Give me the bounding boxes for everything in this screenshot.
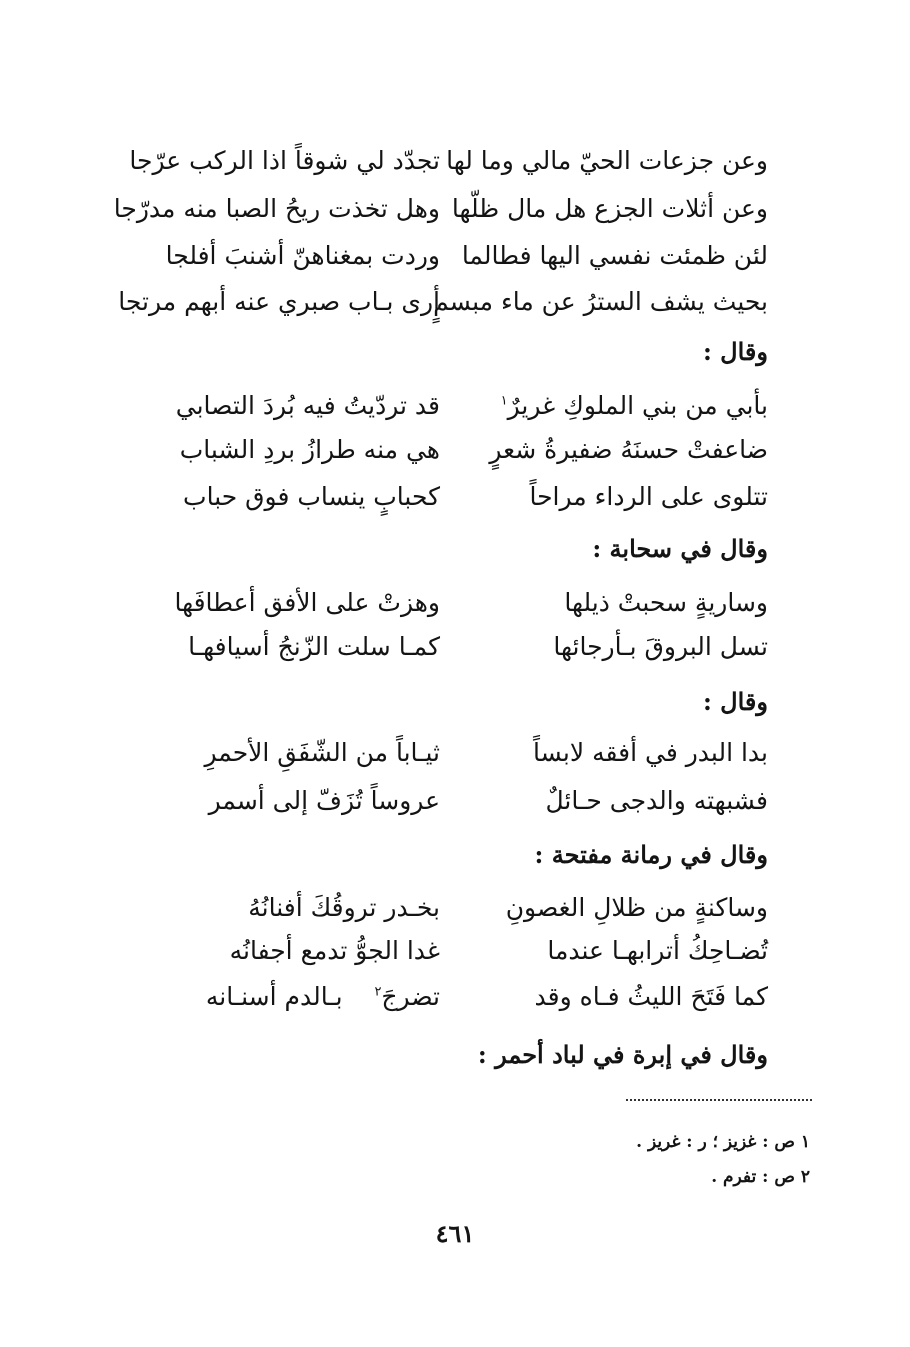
- verse-line: [0, 788, 910, 818]
- verse-line: [0, 740, 910, 770]
- verse-line: [0, 590, 910, 620]
- poem-heading: وقال في سحابة :: [592, 534, 768, 563]
- footnote: ٢ ص : تفرم .: [711, 1167, 810, 1187]
- verse-line: [0, 393, 910, 423]
- verse-line: [0, 634, 910, 664]
- verse-line: [0, 289, 910, 319]
- poem-heading: وقال :: [702, 337, 768, 366]
- verse-first-hemistich: وساكنةٍ من ظلالِ الغصونِ: [505, 893, 768, 922]
- poem-heading: وقال :: [702, 687, 768, 716]
- verse-second-hemistich: [130, 984, 440, 1009]
- verse-first-hemistich: ضاعفتْ حسنَهُ ضفيرةُ شعرٍ: [489, 435, 768, 464]
- verse-line: [0, 437, 910, 467]
- verse-line: [0, 938, 910, 968]
- verse-line: [0, 484, 910, 514]
- verse-first-hemistich: لئن ظمئت نفسي اليها فطالما: [461, 241, 768, 270]
- verse-first-hemistich: فشبهته والدجى حـائلٌ: [545, 786, 768, 815]
- verse-first-hemistich: وعن أثلات الجزع هل مال ظلّها: [451, 194, 768, 223]
- verse-second-hemistich: غدا الجوُّ تدمع أجفانُه: [229, 936, 440, 965]
- footnote-divider: [626, 1099, 812, 1101]
- footnote-marker: ٢: [374, 984, 382, 1000]
- verse-first-hemistich: وساريةٍ سحبتْ ذيلها: [564, 588, 768, 617]
- poem-heading: وقال في رمانة مفتحة :: [534, 840, 768, 869]
- poem-heading: وقال في إبرة في لباد أحمر :: [477, 1040, 768, 1069]
- verse-line: [0, 984, 910, 1014]
- verse-first-hemistich: تتلوى على الرداء مراحاً: [529, 482, 768, 511]
- verse-second-hemistich: وردت بمغناهنّ أشنبَ أفلجا: [165, 241, 440, 270]
- verse-second-hemistich: وهل تخذت ريحُ الصبا منه مدرّجا: [113, 194, 440, 223]
- verse-first-hemistich: بحيث يشف السترُ عن ماء مبسمٍ: [433, 287, 768, 316]
- footnote: ١ ص : غزيز ؛ ر : غريز .: [636, 1132, 810, 1152]
- verse-first-hemistich: كما فَتَحَ الليثُ فـاه وقد: [534, 982, 768, 1011]
- verse-text: بـالدم أسنـانه: [205, 982, 343, 1011]
- verse-first-hemistich: وعن جزعات الحيّ مالي وما لها: [446, 146, 768, 175]
- verse-text: بأبي من بني الملوكِ غريرٌ: [507, 391, 768, 420]
- verse-second-hemistich: تجدّد لي شوقاً اذا الركب عرّجا: [129, 146, 440, 175]
- verse-first-hemistich: [448, 393, 768, 418]
- verse-second-hemistich: عروساً تُزَفّ إلى أسمر: [208, 786, 440, 815]
- verse-second-hemistich: أرى بـاب صبري عنه أبهم مرتجا: [118, 287, 440, 316]
- verse-second-hemistich: هي منه طرازُ بردِ الشباب: [179, 435, 440, 464]
- verse-first-hemistich: بدا البدر في أفقه لابساً: [533, 738, 768, 767]
- verse-line: [0, 243, 910, 273]
- verse-second-hemistich: كمـا سلت الزّنجُ أسيافهـا: [188, 632, 440, 661]
- verse-line: [0, 196, 910, 226]
- verse-second-hemistich: قد تردّيتُ فيه بُردَ التصابي: [175, 391, 440, 420]
- verse-line: [0, 148, 910, 178]
- verse-text: تضرجَ: [381, 982, 440, 1011]
- verse-second-hemistich: وهزتْ على الأفق أعطافَها: [174, 588, 440, 617]
- page-number: ٤٦١: [435, 1219, 475, 1248]
- verse-second-hemistich: كحبابٍ ينساب فوق حباب: [183, 482, 440, 511]
- verse-first-hemistich: تُضـاحِكُ أترابهـا عندما: [547, 936, 768, 965]
- verse-second-hemistich: ثيـاباً من الشّفَقِ الأحمرِ: [204, 738, 440, 767]
- verse-first-hemistich: تسل البروقَ بـأرجائها: [553, 632, 768, 661]
- verse-second-hemistich: بخـدر تروقُكَ أفنانُهُ: [248, 893, 440, 922]
- verse-line: [0, 895, 910, 925]
- footnote-marker: ١: [500, 393, 508, 409]
